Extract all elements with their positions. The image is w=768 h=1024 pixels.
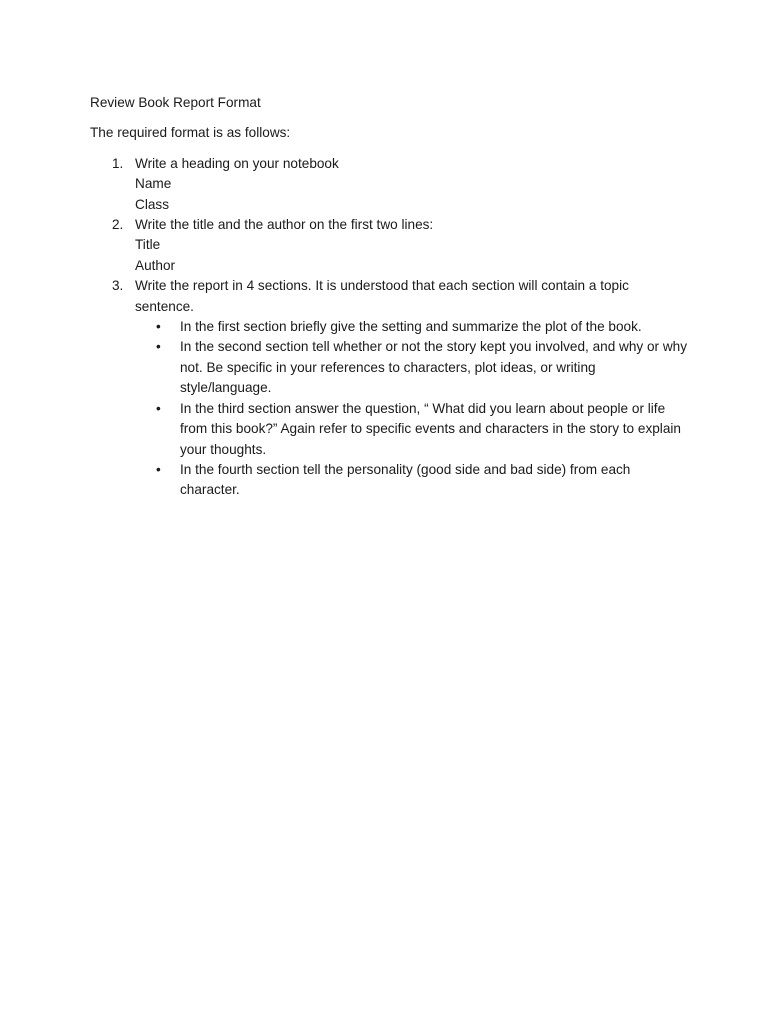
step-sub-line: Class: [135, 196, 169, 212]
bullet-text: In the first section briefly give the setting and summarize the plot of the book.: [180, 319, 642, 335]
intro-text: The required format is as follows:: [90, 125, 291, 141]
list-item-bullet: [135, 337, 690, 398]
step-sub-line: Name: [135, 176, 172, 192]
list-item-step-2: [90, 215, 690, 276]
bullet-icon: •: [156, 319, 161, 335]
list-item-step-3: [90, 276, 690, 500]
bullet-text: In the second section tell whether or not the story kept you involved, and why or why not. Be specific in your references to characters, plot ideas, or writing style/language.: [180, 339, 688, 396]
step-number: 2.: [112, 217, 124, 233]
bullet-icon: •: [156, 400, 161, 416]
step-text: Write a heading on your notebook: [135, 155, 339, 171]
list-item-bullet: [135, 317, 690, 337]
bullet-text: In the third section answer the question, “ What did you learn about people or life from this book?” Again refer to specific events and characters in the story to explain your thoughts.: [180, 400, 681, 457]
bullet-text: In the fourth section tell the personality (good side and bad side) from each character.: [180, 461, 631, 498]
bullet-icon: •: [156, 339, 161, 355]
list-item-bullet: [135, 460, 690, 501]
sections-bullet-list: [135, 317, 690, 501]
step-sub-line: Title: [135, 237, 161, 253]
step-text: Write the report in 4 sections. It is understood that each section will contain a topic sentence.: [135, 278, 629, 314]
list-item-step-1: [90, 154, 690, 215]
step-text: Write the title and the author on the first two lines:: [135, 217, 434, 233]
document-title: Review Book Report Format: [90, 95, 261, 110]
list-item-bullet: [135, 399, 690, 460]
document-page: [90, 93, 690, 501]
step-sub-line: Author: [135, 257, 176, 273]
bullet-icon: •: [156, 461, 161, 477]
step-number: 3.: [112, 278, 124, 294]
steps-list: [90, 154, 690, 501]
step-number: 1.: [112, 155, 124, 171]
